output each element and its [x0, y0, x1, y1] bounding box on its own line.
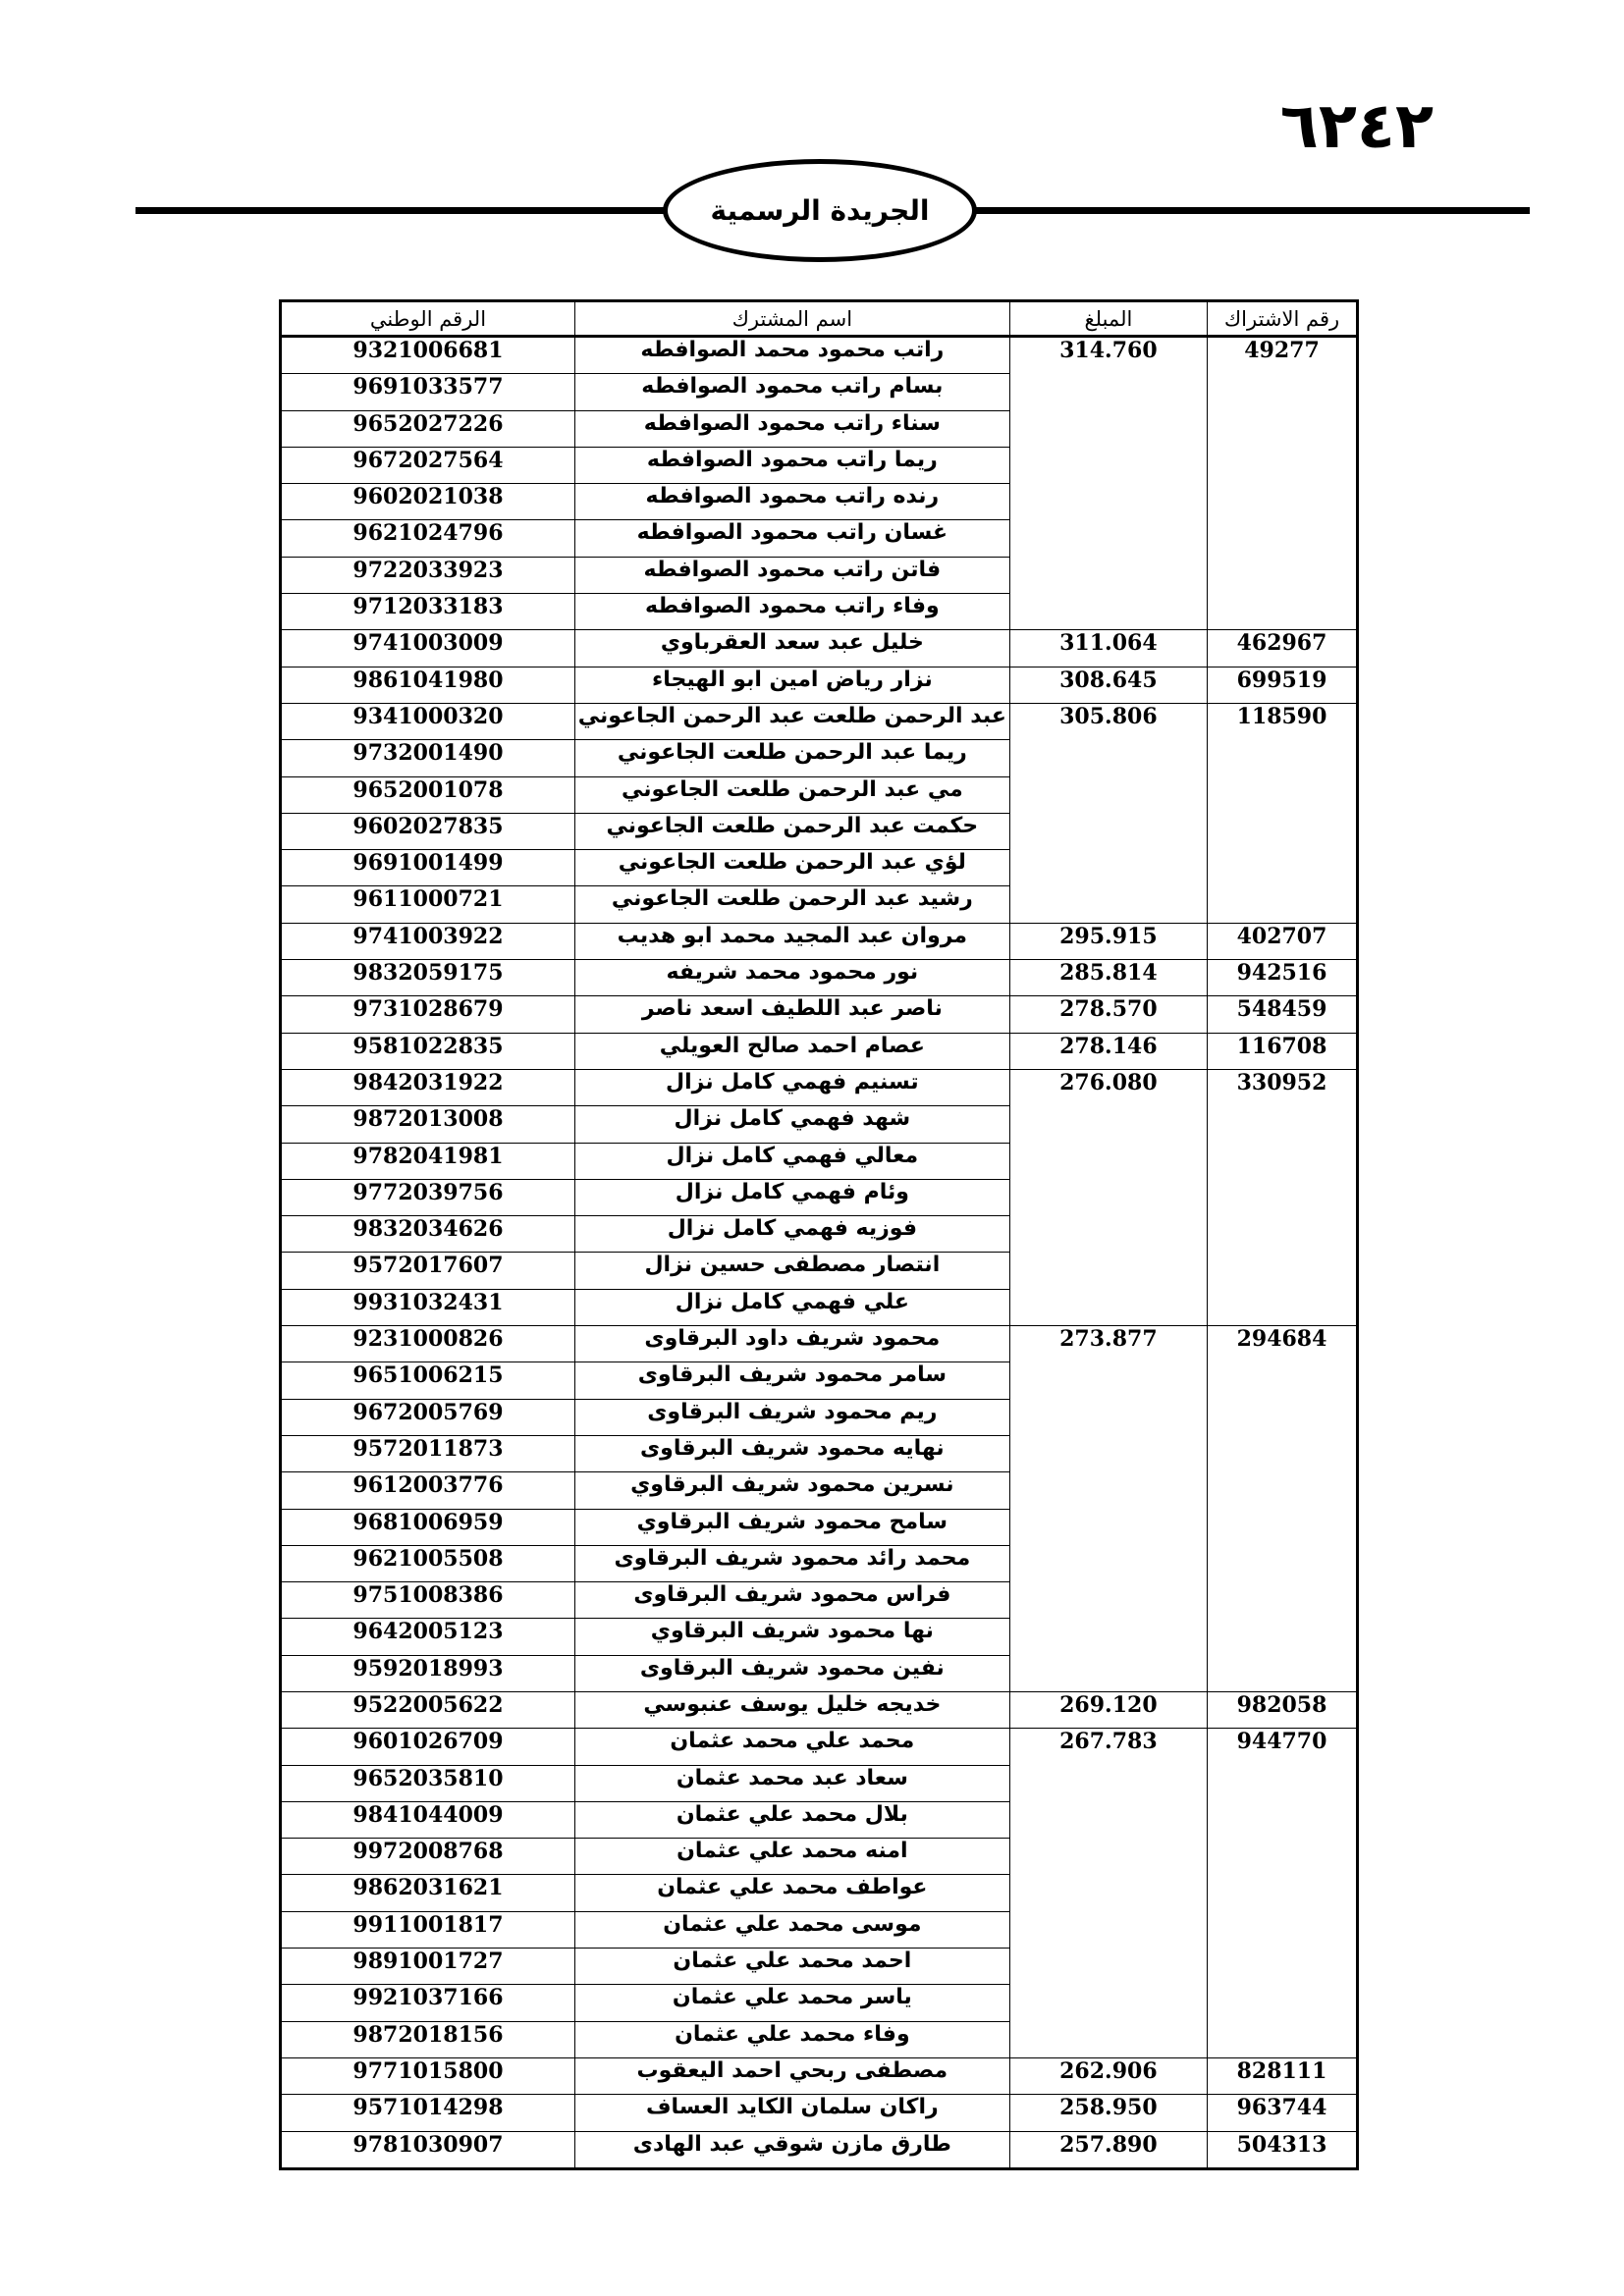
- table-row: [281, 960, 1358, 996]
- subscription-no-cell: 402707: [1208, 923, 1358, 959]
- subscriber-name-cell: ريم محمود شريف البرقاوى: [574, 1399, 1009, 1435]
- subscriber-name-cell: ناصر عبد اللطيف اسعد ناصر: [574, 996, 1009, 1033]
- table-row: [281, 337, 1358, 374]
- subscriber-name-cell: بلال محمد علي عثمان: [574, 1801, 1009, 1838]
- subscriber-name-cell: فاتن راتب محمود الصوافطه: [574, 557, 1009, 593]
- subscription-no-cell: 944770: [1208, 1729, 1358, 2058]
- national-no-cell: 9732001490: [281, 740, 575, 776]
- table-header-row: [281, 301, 1358, 337]
- national-no-cell: 9841044009: [281, 1801, 575, 1838]
- amount-cell: 257.890: [1009, 2131, 1207, 2168]
- national-no-cell: 9842031922: [281, 1069, 575, 1105]
- table-row: [281, 1033, 1358, 1069]
- subscriber-name-cell: سامر محمود شريف البرقاوى: [574, 1362, 1009, 1399]
- subscriber-name-cell: بسام راتب محمود الصوافطه: [574, 374, 1009, 410]
- table-row: [281, 667, 1358, 703]
- amount-cell: 269.120: [1009, 1691, 1207, 1728]
- subscription-no-cell: 963744: [1208, 2095, 1358, 2131]
- national-no-cell: 9612003776: [281, 1472, 575, 1509]
- subscriber-name-cell: وفاء راتب محمود الصوافطه: [574, 594, 1009, 630]
- amount-cell: 278.146: [1009, 1033, 1207, 1069]
- table-row: [281, 2057, 1358, 2094]
- table-row: [281, 2095, 1358, 2131]
- amount-cell: 314.760: [1009, 337, 1207, 630]
- amount-cell: 262.906: [1009, 2057, 1207, 2094]
- subscriber-name-cell: مي عبد الرحمن طلعت الجاعوني: [574, 776, 1009, 813]
- national-no-cell: 9972008768: [281, 1839, 575, 1875]
- subscriber-name-cell: سامح محمود شريف البرقاوي: [574, 1509, 1009, 1545]
- subscription-no-cell: 699519: [1208, 667, 1358, 703]
- subscriber-name-cell: حكمت عبد الرحمن طلعت الجاعوني: [574, 813, 1009, 849]
- subscription-no-cell: 294684: [1208, 1326, 1358, 1692]
- national-no-cell: 9592018993: [281, 1655, 575, 1691]
- subscription-no-cell: 330952: [1208, 1069, 1358, 1325]
- subscriber-name-cell: وفاء محمد علي عثمان: [574, 2021, 1009, 2057]
- subscriber-name-cell: تسنيم فهمي كامل نزال: [574, 1069, 1009, 1105]
- national-no-cell: 9921037166: [281, 1985, 575, 2021]
- national-no-cell: 9741003922: [281, 923, 575, 959]
- subscriber-name-cell: رشيد عبد الرحمن طلعت الجاعوني: [574, 886, 1009, 923]
- subscriber-name-cell: موسى محمد علي عثمان: [574, 1911, 1009, 1948]
- table-row: [281, 1069, 1358, 1105]
- subscriber-name-cell: سناء راتب محمود الصوافطه: [574, 410, 1009, 447]
- subscriber-name-cell: عبد الرحمن طلعت عبد الرحمن الجاعوني: [574, 703, 1009, 739]
- subscription-no-cell: 49277: [1208, 337, 1358, 630]
- national-no-cell: 9782041981: [281, 1143, 575, 1179]
- subscriber-name-cell: نور محمود محمد شريفه: [574, 960, 1009, 996]
- subscriber-name-cell: نزار رياض امين ابو الهيجاء: [574, 667, 1009, 703]
- national-no-cell: 9621005508: [281, 1545, 575, 1581]
- subscriber-name-cell: راتب محمود محمد الصوافطه: [574, 337, 1009, 374]
- subscriber-name-cell: طارق مازن شوقي عبد الهادى: [574, 2131, 1009, 2168]
- subscriber-name-cell: غسان راتب محمود الصوافطه: [574, 520, 1009, 557]
- amount-cell: 273.877: [1009, 1326, 1207, 1692]
- subscriber-name-cell: وئام فهمي كامل نزال: [574, 1179, 1009, 1215]
- subscription-no-cell: 548459: [1208, 996, 1358, 1033]
- national-no-cell: 9691001499: [281, 850, 575, 886]
- subscription-no-cell: 828111: [1208, 2057, 1358, 2094]
- national-no-cell: 9911001817: [281, 1911, 575, 1948]
- subscriber-name-cell: فراس محمود شريف البرقاوى: [574, 1582, 1009, 1619]
- national-no-cell: 9621024796: [281, 520, 575, 557]
- national-no-cell: 9341000320: [281, 703, 575, 739]
- subscriber-name-cell: امنه محمد علي عثمان: [574, 1839, 1009, 1875]
- national-no-cell: 9891001727: [281, 1949, 575, 1985]
- subscriber-name-cell: رنده راتب محمود الصوافطه: [574, 484, 1009, 520]
- national-no-cell: 9781030907: [281, 2131, 575, 2168]
- subscription-no-cell: 982058: [1208, 1691, 1358, 1728]
- subscriber-name-cell: انتصار مصطفى حسين نزال: [574, 1253, 1009, 1289]
- subscriber-name-cell: راكان سلمان الكايد العساف: [574, 2095, 1009, 2131]
- national-no-cell: 9652001078: [281, 776, 575, 813]
- national-no-cell: 9931032431: [281, 1289, 575, 1325]
- subscriber-name-cell: ريما راتب محمود الصوافطه: [574, 447, 1009, 483]
- amount-cell: 308.645: [1009, 667, 1207, 703]
- national-no-cell: 9601026709: [281, 1729, 575, 1765]
- subscriber-name-cell: سعاد عبد محمد عثمان: [574, 1765, 1009, 1801]
- national-no-cell: 9652027226: [281, 410, 575, 447]
- subscriber-name-cell: نها محمود شريف البرقاوي: [574, 1619, 1009, 1655]
- table-row: [281, 923, 1358, 959]
- page-number: ٦٢٤٢: [1279, 90, 1434, 163]
- national-no-cell: 9602027835: [281, 813, 575, 849]
- national-no-cell: 9231000826: [281, 1326, 575, 1362]
- national-no-cell: 9611000721: [281, 886, 575, 923]
- table-row: [281, 1691, 1358, 1728]
- subscriber-name-cell: احمد محمد علي عثمان: [574, 1949, 1009, 1985]
- subscription-no-cell: 504313: [1208, 2131, 1358, 2168]
- national-no-cell: 9581022835: [281, 1033, 575, 1069]
- subscriber-name-cell: علي فهمي كامل نزال: [574, 1289, 1009, 1325]
- national-no-cell: 9572017607: [281, 1253, 575, 1289]
- amount-cell: 267.783: [1009, 1729, 1207, 2058]
- subscription-no-cell: 118590: [1208, 703, 1358, 923]
- national-no-cell: 9572011873: [281, 1435, 575, 1471]
- national-no-cell: 9321006681: [281, 337, 575, 374]
- subscriber-name-cell: محمد رائد محمود شريف البرقاوى: [574, 1545, 1009, 1581]
- header-oval: [663, 159, 977, 262]
- national-no-cell: 9751008386: [281, 1582, 575, 1619]
- national-no-cell: 9741003009: [281, 630, 575, 667]
- subscriber-name-cell: ياسر محمد علي عثمان: [574, 1985, 1009, 2021]
- national-no-cell: 9832059175: [281, 960, 575, 996]
- national-no-cell: 9652035810: [281, 1765, 575, 1801]
- national-no-cell: 9772039756: [281, 1179, 575, 1215]
- table-row: [281, 703, 1358, 739]
- subscriber-name-cell: معالي فهمي كامل نزال: [574, 1143, 1009, 1179]
- national-no-cell: 9672027564: [281, 447, 575, 483]
- subscriber-name-cell: محمد علي محمد عثمان: [574, 1729, 1009, 1765]
- national-no-cell: 9861041980: [281, 667, 575, 703]
- subscriber-name-cell: محمود شريف داود البرقاوى: [574, 1326, 1009, 1362]
- subscriber-name-cell: فوزيه فهمي كامل نزال: [574, 1216, 1009, 1253]
- subscriber-name-cell: نسرين محمود شريف البرقاوي: [574, 1472, 1009, 1509]
- subscriber-name-cell: نفين محمود شريف البرقاوى: [574, 1655, 1009, 1691]
- amount-cell: 295.915: [1009, 923, 1207, 959]
- amount-cell: 276.080: [1009, 1069, 1207, 1325]
- subscription-no-cell: 116708: [1208, 1033, 1358, 1069]
- table-row: [281, 996, 1358, 1033]
- national-no-cell: 9571014298: [281, 2095, 575, 2131]
- header-subscriber-name: اسم المشترك: [574, 301, 1009, 337]
- subscriber-name-cell: نهايه محمود شريف البرقاوى: [574, 1435, 1009, 1471]
- national-no-cell: 9832034626: [281, 1216, 575, 1253]
- table-row: [281, 1326, 1358, 1362]
- subscriber-name-cell: ريما عبد الرحمن طلعت الجاعوني: [574, 740, 1009, 776]
- national-no-cell: 9771015800: [281, 2057, 575, 2094]
- header-amount: المبلغ: [1009, 301, 1207, 337]
- subscriber-name-cell: لؤي عبد الرحمن طلعت الجاعوني: [574, 850, 1009, 886]
- publication-title: الجريدة الرسمية: [710, 194, 930, 227]
- national-no-cell: 9691033577: [281, 374, 575, 410]
- table-row: [281, 2131, 1358, 2168]
- subscriber-name-cell: شهد فهمي كامل نزال: [574, 1106, 1009, 1143]
- table-row: [281, 630, 1358, 667]
- subscriber-name-cell: عواطف محمد علي عثمان: [574, 1875, 1009, 1911]
- national-no-cell: 9642005123: [281, 1619, 575, 1655]
- national-no-cell: 9731028679: [281, 996, 575, 1033]
- national-no-cell: 9872013008: [281, 1106, 575, 1143]
- national-no-cell: 9522005622: [281, 1691, 575, 1728]
- amount-cell: 311.064: [1009, 630, 1207, 667]
- subscriber-name-cell: مروان عبد المجيد محمد ابو هديب: [574, 923, 1009, 959]
- subscribers-table-container: [279, 299, 1359, 2170]
- national-no-cell: 9712033183: [281, 594, 575, 630]
- subscription-no-cell: 942516: [1208, 960, 1358, 996]
- national-no-cell: 9872018156: [281, 2021, 575, 2057]
- national-no-cell: 9651006215: [281, 1362, 575, 1399]
- subscriber-name-cell: عصام احمد صالح العويلي: [574, 1033, 1009, 1069]
- national-no-cell: 9722033923: [281, 557, 575, 593]
- subscription-no-cell: 462967: [1208, 630, 1358, 667]
- amount-cell: 285.814: [1009, 960, 1207, 996]
- national-no-cell: 9681006959: [281, 1509, 575, 1545]
- table-row: [281, 1729, 1358, 1765]
- table-body: [281, 337, 1358, 2169]
- amount-cell: 258.950: [1009, 2095, 1207, 2131]
- amount-cell: 305.806: [1009, 703, 1207, 923]
- amount-cell: 278.570: [1009, 996, 1207, 1033]
- header-national-no: الرقم الوطني: [281, 301, 575, 337]
- subscriber-name-cell: مصطفى ربحي احمد اليعقوب: [574, 2057, 1009, 2094]
- subscriber-name-cell: خليل عبد سعد العقرباوي: [574, 630, 1009, 667]
- national-no-cell: 9672005769: [281, 1399, 575, 1435]
- subscribers-table: [279, 299, 1359, 2170]
- header-subscription-no: رقم الاشتراك: [1208, 301, 1358, 337]
- national-no-cell: 9862031621: [281, 1875, 575, 1911]
- national-no-cell: 9602021038: [281, 484, 575, 520]
- subscriber-name-cell: خديجه خليل يوسف عنبوسي: [574, 1691, 1009, 1728]
